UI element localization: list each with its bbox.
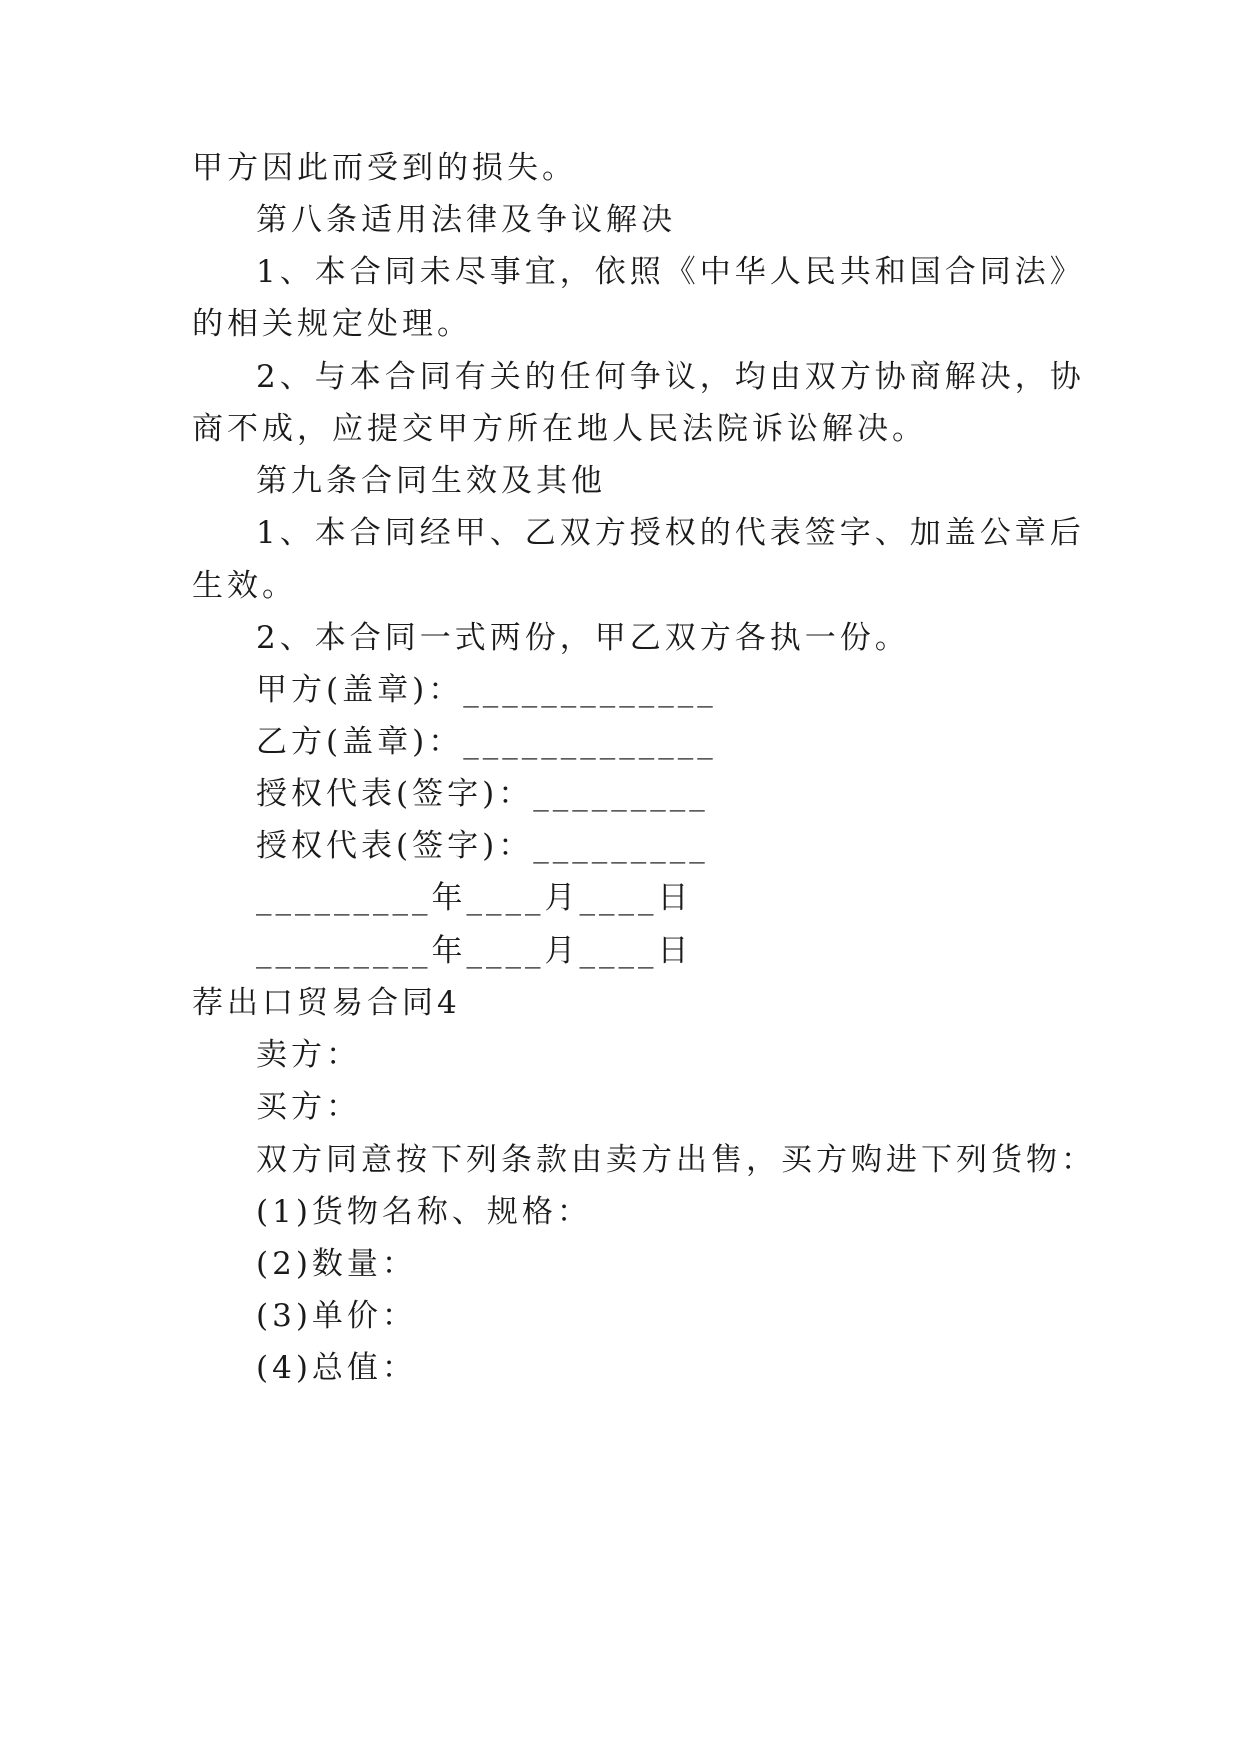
article-9-heading: 第九条合同生效及其他 xyxy=(256,463,606,499)
buyer-label: 买方： xyxy=(256,1089,361,1125)
total-value-item: (4)总值： xyxy=(256,1350,417,1386)
article-9-clause-1: 1、本合同经甲、乙双方授权的代表签字、加盖公章后 xyxy=(256,515,1085,551)
quantity-item: (2)数量： xyxy=(256,1246,417,1282)
authorized-rep-signature-line-1: 授权代表(签字)：_________ xyxy=(256,776,709,812)
paragraph-loss: 甲方因此而受到的损失。 xyxy=(192,150,577,186)
date-line-1: _________年____月____日 xyxy=(256,880,693,916)
date-line-2: _________年____月____日 xyxy=(256,933,693,969)
article-8-clause-2-cont: 商不成，应提交甲方所在地人民法院诉讼解决。 xyxy=(192,411,927,447)
seller-label: 卖方： xyxy=(256,1037,361,1073)
article-9-clause-1-cont: 生效。 xyxy=(192,568,297,604)
party-a-seal-line: 甲方(盖章)：_____________ xyxy=(256,672,717,708)
article-9-clause-2: 2、本合同一式两份，甲乙双方各执一份。 xyxy=(256,620,910,656)
unit-price-item: (3)单价： xyxy=(256,1298,417,1334)
article-8-clause-2: 2、与本合同有关的任何争议，均由双方协商解决，协 xyxy=(256,359,1085,395)
article-8-clause-1: 1、本合同未尽事宜，依照《中华人民共和国合同法》 xyxy=(256,254,1085,290)
authorized-rep-signature-line-2: 授权代表(签字)：_________ xyxy=(256,828,709,864)
article-8-clause-1-cont: 的相关规定处理。 xyxy=(192,306,472,342)
party-b-seal-line: 乙方(盖章)：_____________ xyxy=(256,724,717,760)
contract-4-title: 荐出口贸易合同4 xyxy=(192,985,461,1021)
article-8-heading: 第八条适用法律及争议解决 xyxy=(256,202,676,238)
agreement-intro: 双方同意按下列条款由卖方出售，买方购进下列货物： xyxy=(256,1142,1096,1178)
goods-name-spec-item: (1)货物名称、规格： xyxy=(256,1194,592,1230)
